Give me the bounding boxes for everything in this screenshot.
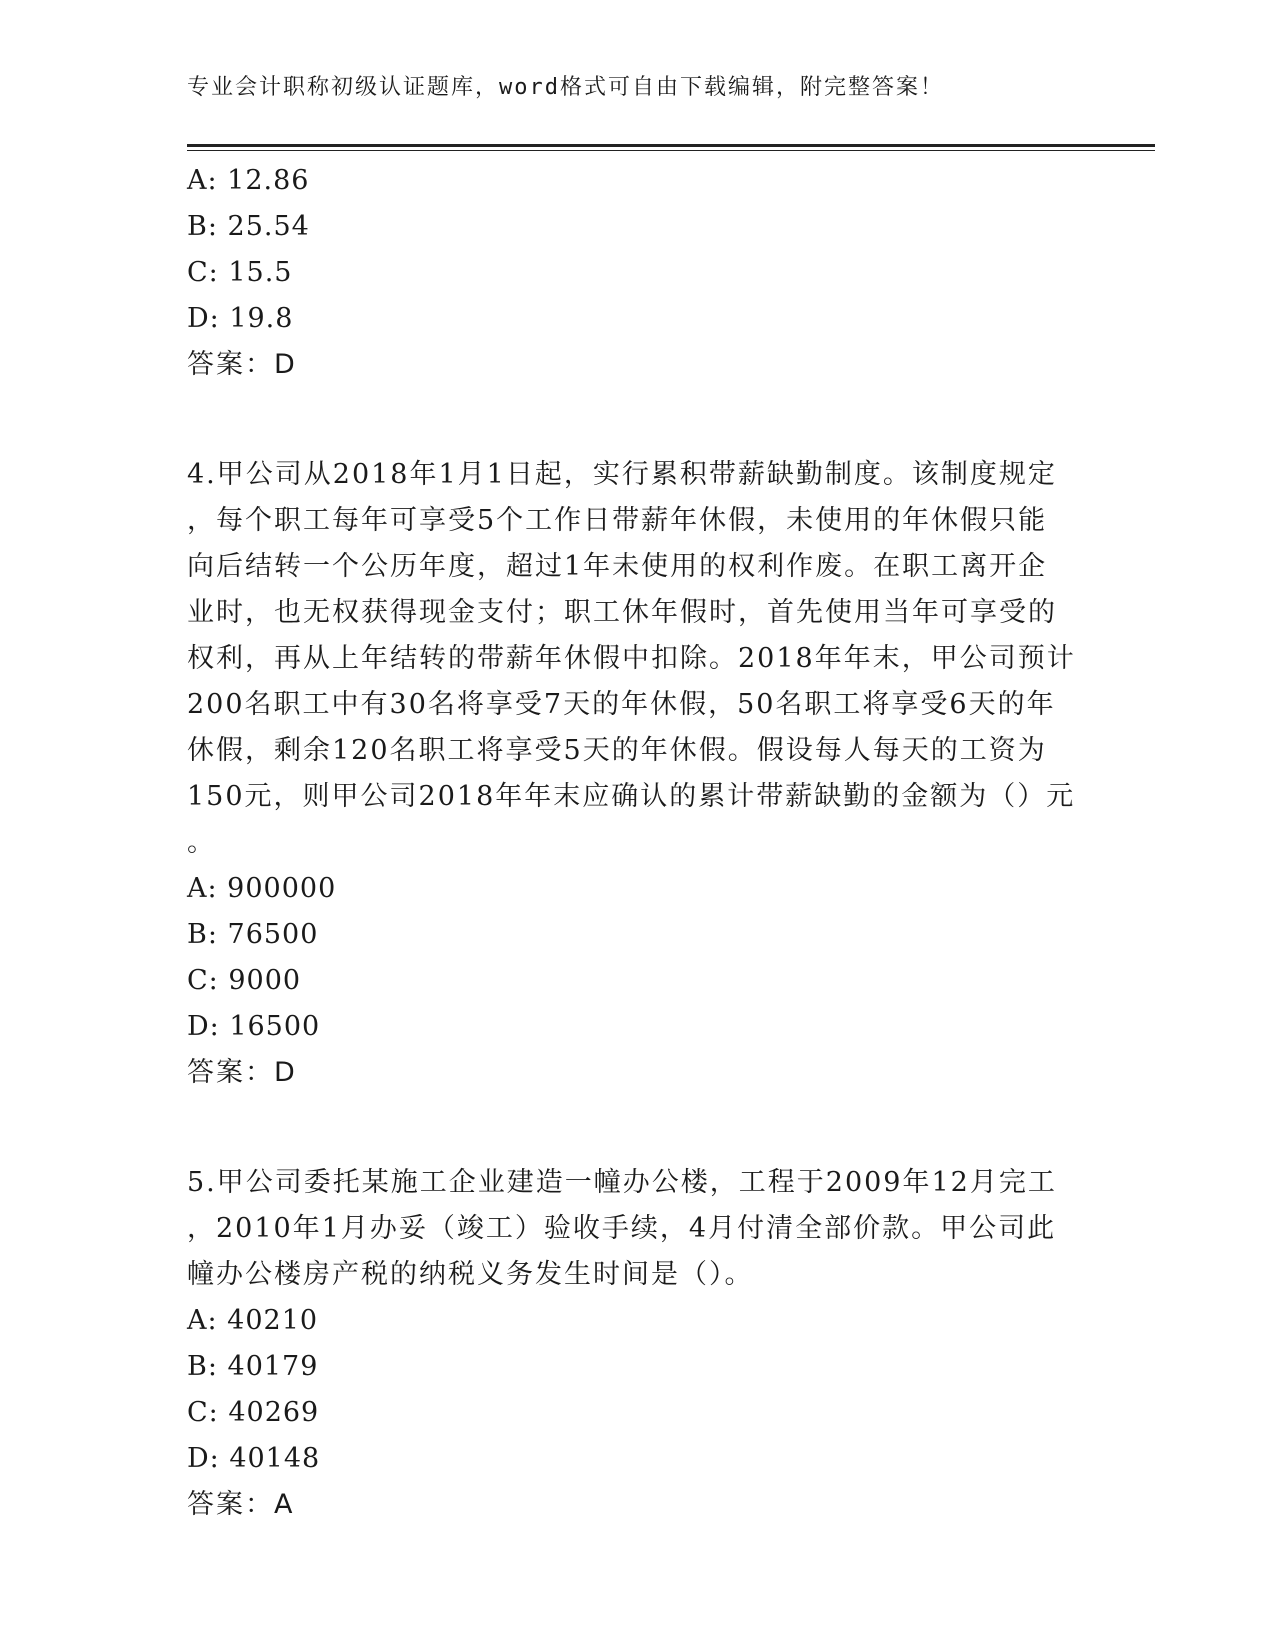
document-body <box>187 158 1077 1528</box>
question-line: 4.甲公司从2018年1月1日起，实行累积带薪缺勤制度。该制度规定 <box>187 459 1057 490</box>
spacer <box>187 388 1077 452</box>
option-d: D: 16500 <box>187 1011 321 1042</box>
option-b: B: 25.54 <box>187 211 310 242</box>
question-line: 200名职工中有30名将享受7天的年休假，50名职工将享受6天的年 <box>187 689 1056 720</box>
question-line: ，2010年1月办妥（竣工）验收手续，4月付清全部价款。甲公司此 <box>187 1213 1057 1244</box>
question-line: 幢办公楼房产税的纳税义务发生时间是（）。 <box>187 1259 754 1290</box>
question-4 <box>187 452 1077 1096</box>
question-line: 权利，再从上年结转的带薪年休假中扣除。2018年年末，甲公司预计 <box>187 643 1076 674</box>
question-line: 休假，剩余120名职工将享受5天的年休假。假设每人每天的工资为 <box>187 735 1047 766</box>
question-line: 150元，则甲公司2018年年末应确认的累计带薪缺勤的金额为（）元 <box>187 781 1076 812</box>
answer: 答案：D <box>187 1057 297 1088</box>
question-5 <box>187 1160 1077 1528</box>
option-a: A: 40210 <box>187 1305 319 1336</box>
option-c: C: 15.5 <box>187 257 293 288</box>
answer: 答案：A <box>187 1489 295 1520</box>
option-c: C: 40269 <box>187 1397 320 1428</box>
question-line: 向后结转一个公历年度，超过1年未使用的权利作废。在职工离开企 <box>187 551 1048 582</box>
question-3-tail <box>187 158 1077 388</box>
option-a: A: 900000 <box>187 873 337 904</box>
option-b: B: 40179 <box>187 1351 319 1382</box>
header-rule-thick <box>187 144 1155 147</box>
option-d: D: 19.8 <box>187 303 294 334</box>
option-c: C: 9000 <box>187 965 302 996</box>
option-d: D: 40148 <box>187 1443 321 1474</box>
question-line: ，每个职工每年可享受5个工作日带薪年休假，未使用的年休假只能 <box>187 505 1048 536</box>
option-a: A: 12.86 <box>187 165 310 196</box>
page-header: 专业会计职称初级认证题库，word格式可自由下载编辑，附完整答案！ <box>187 75 944 100</box>
question-line: 5.甲公司委托某施工企业建造一幢办公楼，工程于2009年12月完工 <box>187 1167 1057 1198</box>
header-rule-thin <box>187 150 1155 151</box>
option-b: B: 76500 <box>187 919 319 950</box>
question-line: 。 <box>187 827 216 858</box>
question-line: 业时，也无权获得现金支付；职工休年假时，首先使用当年可享受的 <box>187 597 1057 628</box>
spacer <box>187 1096 1077 1160</box>
answer: 答案：D <box>187 349 297 380</box>
